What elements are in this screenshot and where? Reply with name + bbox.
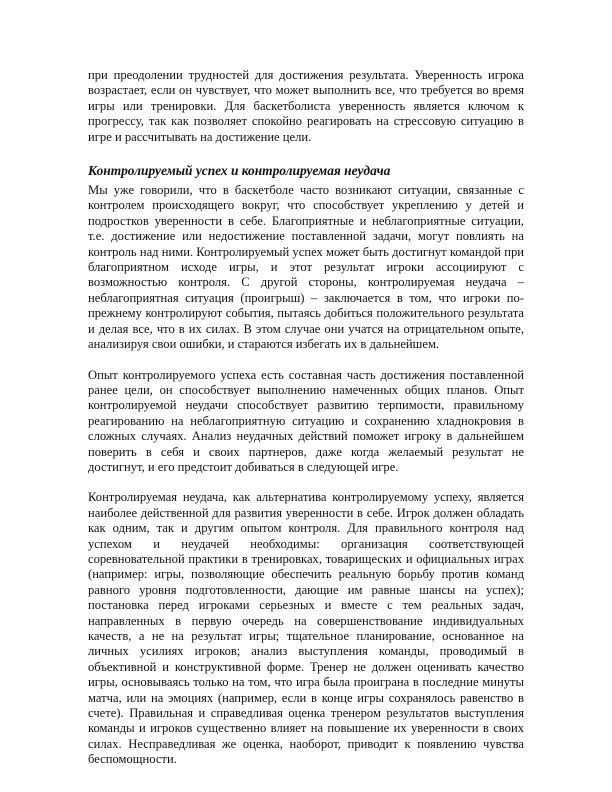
section-heading: Контролируемый успех и контролируемая неудача — [88, 163, 391, 179]
document-page — [88, 68, 524, 768]
body-paragraph-1: Мы уже говорили, что в баскетболе часто возникают ситуации, связанные с контролем происходящего вокруг, что способствует укреплению у детей и подростков уверенности в себе. Благоприятные и неблагоприятные ситуации, т.е. достижение или недостижение поставленной задачи, могут повлиять на контроль над ними. Контролируемый успех может быть достигнут командой при благоприятном исходе игры, и этот результат игроки ассоциируют с возможностью контроля. С другой стороны, контролируемая неудача – неблагоприятная ситуация (проигрыш) – заключается в том, что игроки по-прежнему контролируют события, пытаясь добиться положительного результата и делая все, что в их силах. В этом случае они учатся на отрицательном опыте, анализируя свои ошибки, и стараются избегать их в дальнейшем. — [88, 183, 524, 352]
body-paragraph-3: Контролируемая неудача, как альтернатива контролируемому успеху, является наиболее действенной для развития уверенности в себе. Игрок должен обладать как одним, так и другим опытом контроля. Для правильного контроля над успехом и неудачей необходимы: организация соответствующей соревновательной практики в тренировках, товарищеских и официальных играх (например: игры, позволяющие обеспечить реальную борьбу против команд равного уровня подготовленности, дающие им равные шансы на успех); постановка перед игроками серьезных и вместе с тем реальных задач, направленных в первую очередь на совершенствование индивидуальных качеств, а не на результат игры; тщательное планирование, основанное на личных усилиях игроков; анализ выступления команды, проводимый в объективной и конструктивной форме. Тренер не должен оценивать качество игры, основываясь только на том, что игра была проиграна в последние минуты матча, или на эмоциях (например, если в конце игры сохранялось равенство в счете). Правильная и справедливая оценка тренером результатов выступления команды и игроков существенно влияет на повышение их уверенности в своих силах. Несправедливая же оценка, наоборот, приводит к появлению чувства беспомощности. — [88, 490, 524, 767]
body-paragraph-2: Опыт контролируемого успеха есть составная часть достижения поставленной ранее цели, он способствует выполнению намеченных общих планов. Опыт контролируемой неудачи способствует развитию терпимости, правильному реагированию на неблагоприятную ситуацию и сохранению хладнокровия в сложных случаях. Анализ неудачных действий поможет игроку в дальнейшем поверить в себя и своих партнеров, даже когда желаемый результат не достигнут, и его предстоит добиваться в следующей игре. — [88, 367, 524, 474]
intro-paragraph: при преодолении трудностей для достижения результата. Уверенность игрока возрастает, если он чувствует, что может выполнить все, что требуется во время игры или тренировки. Для баскетболиста уверенность является ключом к прогрессу, так как позволяет спокойно реагировать на стрессовую ситуацию в игре и рассчитывать на достижение цели. — [88, 68, 524, 144]
